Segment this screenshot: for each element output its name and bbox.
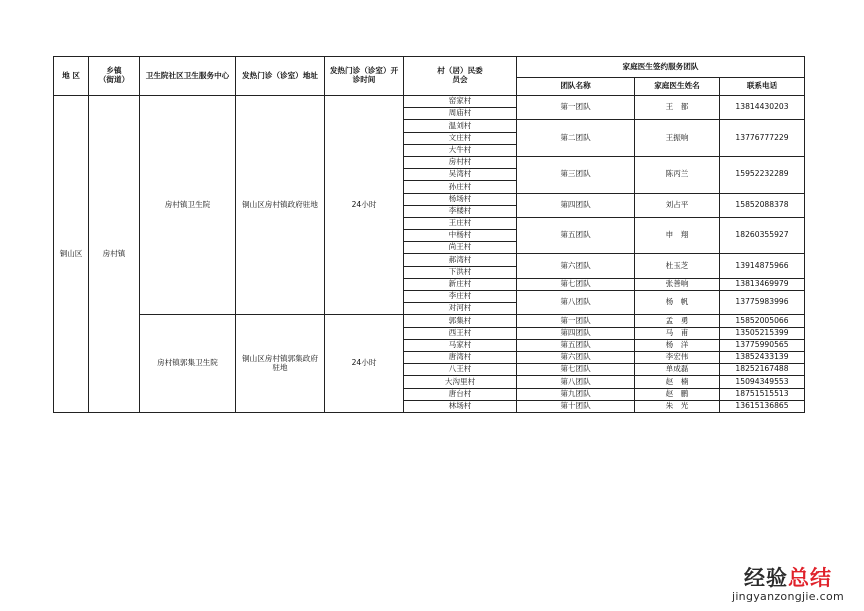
header-clinic: 卫生院社区卫生服务中心 [140,57,236,96]
header-team-name: 团队名称 [517,78,635,96]
team-name-cell: 第七团队 [517,278,635,290]
village-cell: 窑家村 [404,96,517,108]
doctor-cell: 刘占平 [635,193,720,217]
village-cell: 唐湾村 [404,351,517,363]
doctor-cell: 张善响 [635,278,720,290]
hours-cell: 24小时 [325,315,404,413]
village-cell: 郭集村 [404,315,517,327]
village-cell: 唐台村 [404,388,517,400]
watermark-text-b: 总结 [787,566,832,590]
phone-cell: 13776777229 [720,120,805,157]
region-cell: 铜山区 [54,96,89,413]
team-name-cell: 第一团队 [517,315,635,327]
team-name-cell: 第十团队 [517,400,635,412]
doctor-cell: 李宏伟 [635,351,720,363]
doctor-cell: 申 翔 [635,217,720,254]
village-cell: 孙庄村 [404,181,517,193]
village-cell: 房村村 [404,156,517,168]
phone-cell: 18260355927 [720,217,805,254]
phone-cell: 13852433139 [720,351,805,363]
village-cell: 郝湾村 [404,254,517,266]
hours-cell: 24小时 [325,96,404,315]
team-name-cell: 第六团队 [517,254,635,278]
watermark-url: jingyanzongjie.com [731,590,844,603]
village-cell: 文庄村 [404,132,517,144]
village-cell: 八王村 [404,364,517,376]
phone-cell: 13914875966 [720,254,805,278]
phone-cell: 13615136865 [720,400,805,412]
doctor-cell: 杜玉芝 [635,254,720,278]
doctor-cell: 朱 光 [635,400,720,412]
doctor-cell: 王 都 [635,96,720,120]
header-doctor-name: 家庭医生姓名 [635,78,720,96]
team-name-cell: 第四团队 [517,327,635,339]
phone-cell: 18751515513 [720,388,805,400]
team-name-cell: 第八团队 [517,291,635,315]
village-cell: 新庄村 [404,278,517,290]
table-row [54,96,805,108]
watermark-text-a: 经验 [743,566,788,590]
phone-cell: 13814430203 [720,96,805,120]
header-phone: 联系电话 [720,78,805,96]
address-cell: 铜山区房村镇政府驻地 [236,96,325,315]
team-name-cell: 第一团队 [517,96,635,120]
header-team-group: 家庭医生签约服务团队 [517,57,805,78]
phone-cell: 15094349553 [720,376,805,388]
village-cell: 马家村 [404,339,517,351]
header-fever-address: 发热门诊（诊室）地址 [236,57,325,96]
phone-cell: 15852005066 [720,315,805,327]
village-cell: 中杨村 [404,230,517,242]
header-village: 村（居）民委员会 [404,57,517,96]
phone-cell: 13775990565 [720,339,805,351]
phone-cell: 13505215399 [720,327,805,339]
phone-cell: 15852088378 [720,193,805,217]
phone-cell: 13813469979 [720,278,805,290]
village-cell: 尚王村 [404,242,517,254]
header-town: 乡镇 （街道） [89,57,140,96]
village-cell: 林场村 [404,400,517,412]
team-name-cell: 第五团队 [517,339,635,351]
village-cell: 周庙村 [404,108,517,120]
phone-cell: 18252167488 [720,364,805,376]
header-row-1 [54,57,805,78]
village-cell: 温刘村 [404,120,517,132]
table-row [54,315,805,327]
doctor-cell: 赵 楠 [635,376,720,388]
village-cell: 大牛村 [404,144,517,156]
town-cell: 房村镇 [89,96,140,413]
village-cell: 下洪村 [404,266,517,278]
team-name-cell: 第四团队 [517,193,635,217]
header-region: 地 区 [54,57,89,96]
doctor-cell: 杨 洋 [635,339,720,351]
doctor-cell: 马 甫 [635,327,720,339]
team-name-cell: 第九团队 [517,388,635,400]
team-name-cell: 第三团队 [517,156,635,193]
team-name-cell: 第六团队 [517,351,635,363]
doctor-cell: 孟 勇 [635,315,720,327]
village-cell: 吴湾村 [404,169,517,181]
doctor-cell: 赵 鹏 [635,388,720,400]
doctor-cell: 杨 帆 [635,291,720,315]
village-cell: 西王村 [404,327,517,339]
team-name-cell: 第五团队 [517,217,635,254]
clinic-cell: 房村镇卫生院 [140,96,236,315]
site-watermark [732,562,844,603]
doctor-cell: 王振响 [635,120,720,157]
team-name-cell: 第八团队 [517,376,635,388]
phone-cell: 13775983996 [720,291,805,315]
phone-cell: 15952232289 [720,156,805,193]
doctor-cell: 陈丙兰 [635,156,720,193]
village-cell: 大沟里村 [404,376,517,388]
team-name-cell: 第二团队 [517,120,635,157]
village-cell: 李庄村 [404,291,517,303]
header-fever-hours: 发热门诊（诊室）开诊时间 [325,57,404,96]
village-cell: 李楼村 [404,205,517,217]
address-cell: 铜山区房村镇郭集政府驻地 [236,315,325,413]
village-cell: 杨场村 [404,193,517,205]
team-name-cell: 第七团队 [517,364,635,376]
village-cell: 王庄村 [404,217,517,229]
village-cell: 对河村 [404,303,517,315]
doctor-cell: 单成磊 [635,364,720,376]
clinic-cell: 房村镇郭集卫生院 [140,315,236,413]
roster-table [53,56,805,413]
